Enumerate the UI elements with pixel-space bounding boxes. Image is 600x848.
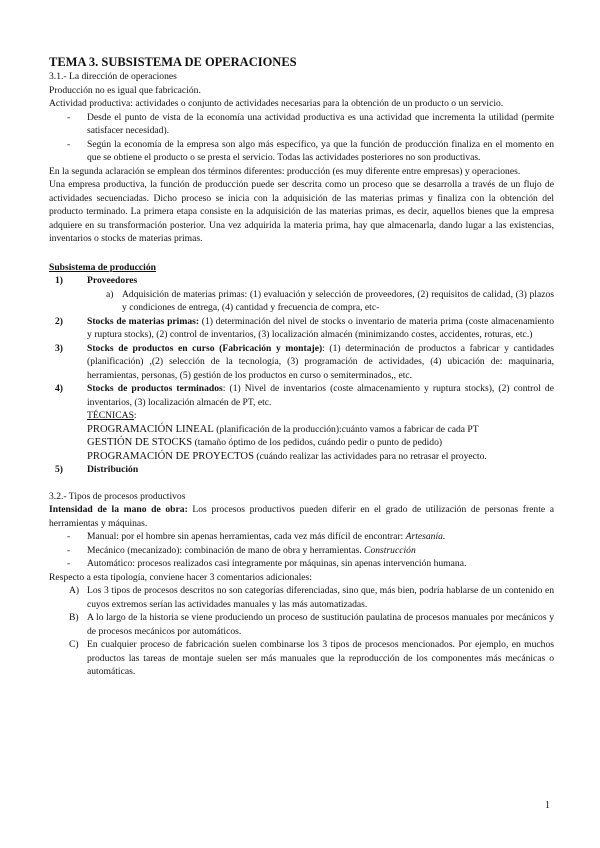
dash-item: - Desde el punto de vista de la economía una actividad productiva es una actividad que incrementa la utilidad (permite satisfacer necesidad). — [49, 111, 554, 138]
tecnica-desc: (tamaño óptimo de los pedidos, cuándo pedir o punto de pedido) — [192, 437, 443, 448]
comentario-letter: A) — [69, 585, 80, 596]
tecnicas-heading: TÉCNICAS — [87, 410, 134, 421]
subsistema-item — [49, 274, 554, 288]
tipo-example: Artesanía. — [405, 531, 446, 542]
respecto-paragraph: Respecto a esta tipología, conviene hacer 3 comentarios adicionales: — [49, 571, 312, 583]
document-title: TEMA 3. SUBSISTEMA DE OPERACIONES — [49, 55, 297, 69]
item-title: Distribución — [87, 464, 139, 475]
tecnica-name: PROGRAMACIÓN DE PROYECTOS — [87, 450, 254, 462]
dash-item: - Según la economía de la empresa son algo más específico, ya que la función de producción finaliza en el momento en que se obtiene el producto o se presta el servicio. Todas las actividades posteriores no son productivas. — [49, 138, 554, 165]
item-text: : (1) determinación de productos a fabricar y cantidades (planificación) ,(2) selección de la tecnología, (3) programación de actividades, (4) ubicación de: maquinaria, herramientas, personas, (5) gestión de los productos en curso o semiterminados,, etc. — [87, 342, 554, 381]
actividad-paragraph: Actividad productiva: actividades o conjunto de actividades necesarias para la obtención de un producto o un servicio. — [49, 98, 504, 109]
proveedores-subitem — [49, 288, 554, 315]
comentario-item — [49, 611, 554, 638]
segunda-paragraph: En la segunda aclaración se emplean dos términos diferentes: producción (es muy diferente entre empresas) y operaciones. — [49, 165, 521, 177]
tipo-item — [49, 544, 554, 558]
section-3-2-heading: 3.2.- Tipos de procesos productivos — [49, 490, 186, 502]
subsistema-heading: Subsistema de producción — [49, 261, 156, 273]
page-number: 1 — [545, 800, 550, 811]
tecnicas-block: TÉCNICAS: PROGRAMACIÓN LINEAL (planificación de la producción):cuánto vamos a fabricar de cada PT GESTIÓN DE STOCKS (tamaño óptimo de los pedidos, cuándo pedir o punto de pedido) PROGRAMACIÓN DE PROYECTOS (cuándo realizar las actividades para no retrasar el proyecto. — [49, 409, 554, 463]
comentario-letter: C) — [69, 639, 79, 650]
item-title: Stocks de productos terminados — [87, 383, 223, 394]
tecnica-name: PROGRAMACIÓN LINEAL — [87, 423, 214, 435]
subitem-letter: a) — [106, 288, 114, 300]
subsistema-item — [49, 382, 554, 409]
tipo-item — [49, 557, 554, 571]
intensidad-paragraph — [49, 503, 554, 530]
section-3-1-heading: 3.1.- La dirección de operaciones — [49, 71, 177, 82]
item-text: (1) determinación del nivel de stocks o inventario de materia prima (coste almacenamiento y ruptura stocks), (2) control de inventarios, (3) localización almacén (minimizando costes, accidentes, roturas, etc.) — [87, 315, 554, 340]
item-title: Stocks de materias primas: — [87, 315, 200, 327]
intensidad-label: Intensidad de la mano de obra: — [49, 504, 188, 515]
tecnica-line — [87, 436, 554, 450]
tecnica-desc: (cuándo realizar las actividades para no retrasar el proyecto. — [253, 450, 487, 462]
empresa-paragraph: Una empresa productiva, la función de producción puede ser descrita como un proceso que se desarrolla a través de un flujo de actividades secuenciadas. Dicho proceso se inicia con la adquisición de las materias primas y finaliza con la obtención del producto terminado. La primera etapa consiste en la adquisición de las materias primas, es decir, aquellos bienes que la empresa adquiere en su transformación posterior. Una vez adquirida la materia prima, hay que almacenarla, dando lugar a las existencias, inventarios o stocks de materias primas. — [49, 179, 554, 244]
comentario-text: A lo largo de la historia se viene produciendo un proceso de sustitución paulatina de procesos manuales por mecánicos y de procesos mecánicos por automáticos. — [87, 612, 554, 637]
item-title: Proveedores — [87, 275, 138, 286]
tipo-text: Manual: por el hombre sin apenas herramientas, cada vez más difícil de encontrar: — [87, 531, 406, 542]
tecnica-desc: (planificación de la producción):cuánto vamos a fabricar de cada PT — [213, 423, 479, 435]
tipo-item — [49, 530, 554, 544]
document-page — [49, 55, 554, 679]
tipo-example: Construcción — [364, 544, 416, 556]
subsistema-item — [49, 315, 554, 342]
comentario-item — [49, 638, 554, 679]
comentario-text: En cualquier proceso de fabricación suelen combinarse los 3 tipos de procesos mencionados. Por ejemplo, en muchos productos las tareas de montaje suelen ser más manuales que la reproducción de los componentes más mecánicas o automáticas. — [87, 639, 554, 677]
tipo-text: Automático: procesos realizados casi íntegramente por máquinas, sin apenas intervención humana. — [87, 558, 467, 569]
comentario-text: Los 3 tipos de procesos descritos no son categorías diferenciadas, sino que, más bien, podría hablarse de un contenido en cuyos extremos serían las actividades manuales y las más automatizadas. — [87, 585, 554, 610]
comentario-item — [49, 584, 554, 611]
item-number: 1) — [55, 275, 63, 286]
item-number: 5) — [55, 464, 63, 475]
subsistema-item — [49, 342, 554, 383]
tecnica-name: GESTIÓN DE STOCKS — [87, 437, 193, 448]
intensidad-text: Los procesos productivos pueden diferir en el grado de utilización de personas frente a herramientas y máquinas. — [49, 504, 554, 529]
item-title: Stocks de productos en curso (Fabricación y montaje) — [87, 342, 323, 354]
item-number: 3) — [55, 342, 63, 354]
intro-paragraph: Producción no es igual que fabricación. — [49, 84, 201, 96]
comentario-letter: B) — [69, 612, 79, 623]
subsistema-item — [49, 463, 554, 477]
tipo-text: Mecánico (mecanizado): combinación de mano de obra y herramientas. — [87, 544, 365, 556]
tecnica-line — [87, 423, 554, 437]
tecnica-line — [87, 450, 554, 464]
item-text: : (1) Nivel de inventarios (coste almacenamiento y ruptura stocks), (2) control de inventarios, (3) localización almacén de PT, etc. — [87, 383, 554, 408]
item-number: 2) — [55, 315, 63, 327]
subitem-text: Adquisición de materias primas: (1) evaluación y selección de proveedores, (2) requisitos de calidad, (3) plazos y condiciones de entrega, (4) cantidad y frecuencia de compra, etc- — [122, 288, 554, 313]
item-number: 4) — [55, 383, 63, 394]
